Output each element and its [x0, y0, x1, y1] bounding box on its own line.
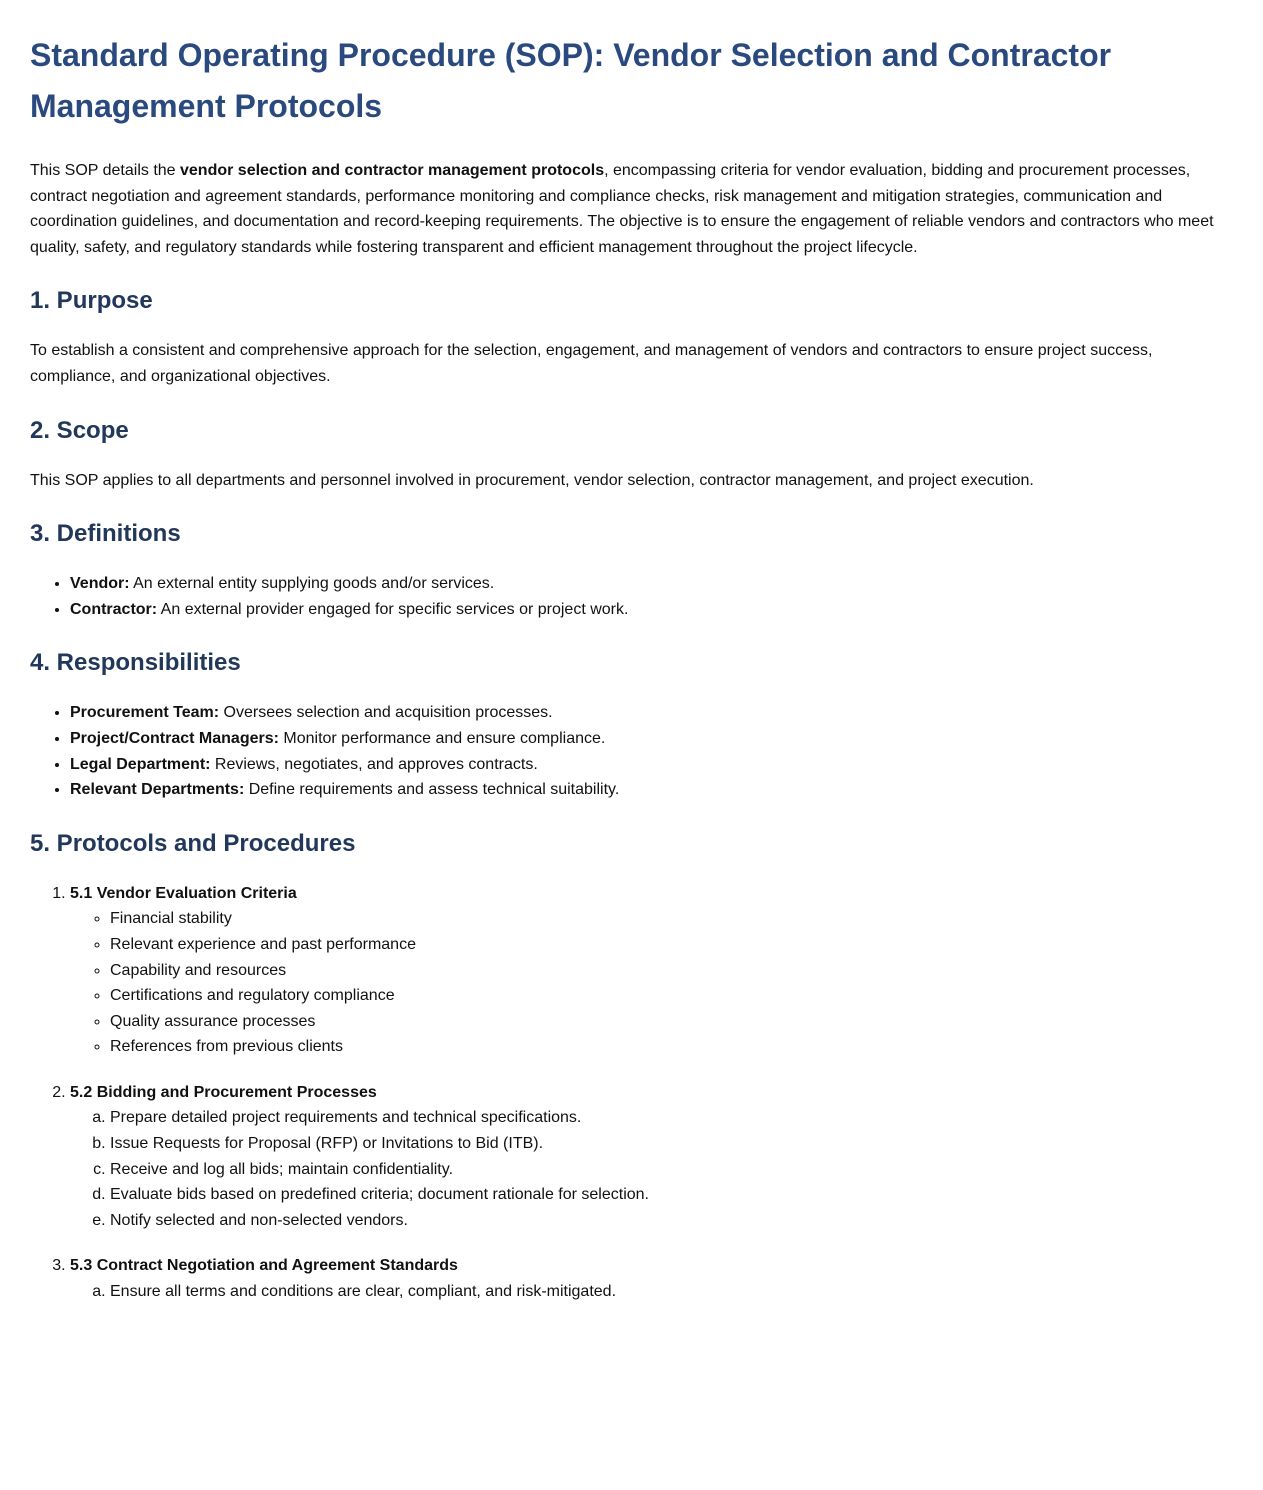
intro-paragraph — [30, 158, 1233, 260]
step-item: e. Notify selected and non-selected vendors. — [110, 1208, 1233, 1234]
protocol-contract-negotiation — [70, 1253, 1233, 1304]
protocol-title: 5.2 Bidding and Procurement Processes — [70, 1083, 377, 1101]
definition-term: Contractor: — [70, 600, 158, 618]
page-title: Standard Operating Procedure (SOP): Vendor Selection and Contractor Management Protocols — [30, 37, 1112, 124]
criteria-item: ◦ Relevant experience and past performance — [110, 932, 1233, 958]
responsibility-role: Relevant Departments: — [70, 781, 245, 799]
section-heading-definitions: 3. Definitions — [30, 520, 181, 548]
section-purpose — [30, 286, 1233, 389]
section-heading-protocols: 5. Protocols and Procedures — [30, 829, 356, 857]
responsibilities-list — [30, 700, 1233, 802]
step-item: b. Issue Requests for Proposal (RFP) or Invitations to Bid (ITB). — [110, 1131, 1233, 1157]
criteria-item: ◦ Financial stability — [110, 906, 1233, 932]
section-scope — [30, 416, 1233, 494]
protocol-bidding-procurement — [70, 1080, 1233, 1234]
responsibility-role: Project/Contract Managers: — [70, 729, 279, 747]
section-heading-scope: 2. Scope — [30, 416, 129, 444]
criteria-item: ◦ Capability and resources — [110, 958, 1233, 984]
responsibility-item — [70, 700, 1233, 726]
definitions-list — [30, 571, 1233, 622]
responsibility-item — [70, 752, 1233, 778]
responsibility-desc: Monitor performance and ensure compliance. — [278, 729, 606, 747]
step-item: a. Ensure all terms and conditions are clear, compliant, and risk-mitigated. — [110, 1279, 1233, 1305]
criteria-item: ◦ Quality assurance processes — [110, 1009, 1233, 1035]
section-heading-responsibilities: 4. Responsibilities — [30, 649, 241, 677]
criteria-item: ◦ Certifications and regulatory compliance — [110, 983, 1233, 1009]
step-item: a. Prepare detailed project requirements and technical specifications. — [110, 1105, 1233, 1131]
protocols-list — [30, 881, 1233, 1305]
step-item: c. Receive and log all bids; maintain confidentiality. — [110, 1157, 1233, 1183]
evaluation-criteria-list — [70, 906, 1233, 1060]
bidding-steps-list — [70, 1105, 1233, 1233]
definition-desc: An external provider engaged for specific services or project work. — [157, 600, 629, 618]
definition-item — [70, 571, 1233, 597]
step-item: d. Evaluate bids based on predefined criteria; document rationale for selection. — [110, 1182, 1233, 1208]
contract-steps-list — [70, 1279, 1233, 1305]
section-responsibilities — [30, 648, 1233, 802]
protocol-title: 5.1 Vendor Evaluation Criteria — [70, 884, 297, 902]
intro-text-end: , encompassing criteria for vendor evaluation, bidding and procurement processes, contract negotiation and agreement standards, performance monitoring and compliance checks, risk management and mitigation strategies, communication and coordination guidelines, and documentation and record-keeping requirements. The objective is to ensure the engagement of reliable vendors and contractors who meet quality, safety, and regulatory standards while fostering transparent and efficient management throughout the project lifecycle. — [30, 162, 1214, 256]
responsibility-item — [70, 777, 1233, 803]
section-definitions — [30, 519, 1233, 622]
protocol-vendor-evaluation — [70, 881, 1233, 1060]
responsibility-desc: Reviews, negotiates, and approves contracts. — [210, 755, 538, 773]
definition-item — [70, 597, 1233, 623]
definition-term: Vendor: — [70, 575, 130, 593]
criteria-item: ◦ References from previous clients — [110, 1034, 1233, 1060]
intro-bold-text: vendor selection and contractor management protocols — [180, 162, 605, 179]
scope-text: This SOP applies to all departments and personnel involved in procurement, vendor selection, contractor management, and project execution. — [30, 471, 1034, 489]
purpose-text: To establish a consistent and comprehensive approach for the selection, engagement, and management of vendors and contractors to ensure project success, compliance, and organizational objectives. — [30, 342, 1153, 385]
section-protocols — [30, 829, 1233, 1305]
protocol-title: 5.3 Contract Negotiation and Agreement Standards — [70, 1257, 458, 1275]
responsibility-role: Legal Department: — [70, 755, 211, 773]
section-heading-purpose: 1. Purpose — [30, 287, 153, 315]
intro-text-start: This SOP details the — [30, 162, 180, 179]
responsibility-desc: Define requirements and assess technical suitability. — [244, 781, 620, 799]
definition-desc: An external entity supplying goods and/or services. — [129, 575, 495, 593]
responsibility-desc: Oversees selection and acquisition processes. — [219, 704, 553, 722]
responsibility-item — [70, 726, 1233, 752]
responsibility-role: Procurement Team: — [70, 704, 220, 722]
